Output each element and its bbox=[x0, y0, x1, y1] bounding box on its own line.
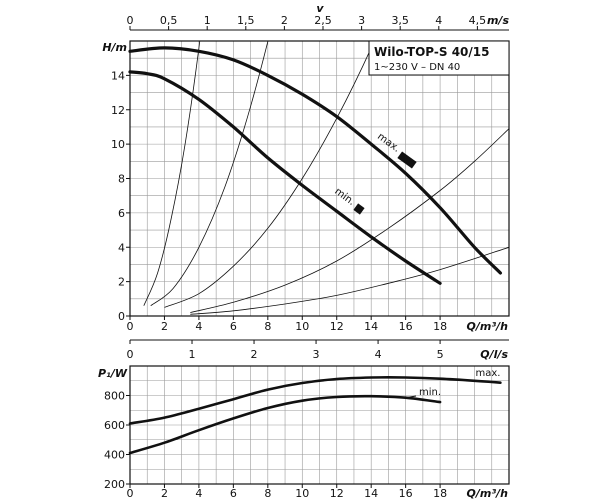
power-x-tick-label: 6 bbox=[229, 487, 237, 500]
power-x-axis-label: Q/m³/h bbox=[466, 487, 508, 500]
power-chart bbox=[98, 340, 509, 500]
flow-ls-tick-label: 5 bbox=[436, 348, 444, 361]
head-x-tick-label: 12 bbox=[329, 320, 344, 333]
power-curve-label-max: max. bbox=[475, 368, 501, 379]
flow-ls-tick-label: 1 bbox=[188, 348, 196, 361]
velocity-tick-label: 3,5 bbox=[391, 14, 409, 27]
head-y-tick-label: 14 bbox=[111, 69, 125, 83]
flow-ls-tick-label: 3 bbox=[312, 348, 320, 361]
head-y-tick-label: 2 bbox=[118, 275, 125, 289]
head-y-tick-label: 6 bbox=[118, 206, 125, 220]
power-x-tick-label: 14 bbox=[364, 487, 379, 500]
power-x-tick-label: 8 bbox=[264, 487, 272, 500]
flow-ls-tick-label: 0 bbox=[126, 348, 134, 361]
head-y-tick-label: 10 bbox=[111, 138, 125, 152]
power-x-tick-label: 2 bbox=[160, 487, 168, 500]
chart-title: Wilo-TOP-S 40/15 bbox=[374, 45, 490, 59]
head-y-axis-label: H/m bbox=[102, 41, 127, 54]
head-x-tick-label: 10 bbox=[295, 320, 310, 333]
velocity-tick-label: 2 bbox=[280, 14, 288, 27]
head-curve-max bbox=[130, 48, 500, 273]
head-x-tick-label: 14 bbox=[364, 320, 379, 333]
power-y-tick-label: 600 bbox=[104, 419, 125, 432]
head-y-tick-label: 12 bbox=[111, 103, 125, 117]
head-y-tick-label: 0 bbox=[118, 310, 125, 323]
velocity-tick-label: 4,5 bbox=[468, 14, 487, 27]
velocity-tick-label: 1 bbox=[203, 14, 211, 27]
power-x-tick-label: 10 bbox=[295, 487, 310, 500]
flow-ls-tick-label: 4 bbox=[374, 348, 382, 361]
power-curve-label-min: min. bbox=[418, 387, 442, 398]
head-curve-label-max: max. bbox=[375, 131, 402, 155]
velocity-axis-label: v bbox=[316, 2, 324, 15]
head-y-tick-label: 8 bbox=[118, 172, 125, 186]
head-x-tick-label: 0 bbox=[126, 320, 134, 333]
power-y-tick-label: 400 bbox=[104, 448, 125, 462]
head-curve-label-min: min. bbox=[332, 186, 357, 208]
head-x-tick-label: 16 bbox=[398, 320, 413, 333]
system-curve bbox=[144, 0, 213, 306]
power-curve-max bbox=[130, 377, 500, 423]
power-y-axis-label: P₁/W bbox=[97, 367, 127, 380]
power-x-tick-label: 4 bbox=[195, 487, 203, 500]
head-x-tick-label: 6 bbox=[229, 320, 237, 333]
power-y-tick-label: 800 bbox=[104, 389, 125, 403]
head-x-tick-label: 4 bbox=[195, 320, 203, 333]
system-curve bbox=[151, 0, 294, 306]
velocity-tick-label: 2,5 bbox=[314, 14, 332, 27]
flow-ls-tick-label: 2 bbox=[250, 348, 258, 361]
flow-ls-axis-unit: Q/l/s bbox=[480, 348, 508, 361]
velocity-tick-label: 4 bbox=[435, 14, 443, 27]
head-y-tick-label: 4 bbox=[118, 241, 125, 255]
head-x-tick-label: 8 bbox=[264, 320, 272, 333]
chart-subtitle: 1~230 V – DN 40 bbox=[374, 62, 461, 73]
head-chart bbox=[102, 0, 509, 333]
velocity-axis-unit: m/s bbox=[486, 14, 509, 27]
power-x-tick-label: 12 bbox=[329, 487, 344, 500]
head-x-tick-label: 18 bbox=[433, 320, 448, 333]
system-curve bbox=[190, 247, 509, 314]
head-max-marker bbox=[397, 151, 416, 168]
velocity-tick-label: 3 bbox=[358, 14, 366, 27]
head-x-tick-label: 2 bbox=[160, 320, 168, 333]
power-x-tick-label: 0 bbox=[126, 487, 134, 500]
velocity-tick-label: 0 bbox=[126, 14, 134, 27]
velocity-tick-label: 0,5 bbox=[159, 14, 178, 27]
power-y-tick-label: 200 bbox=[104, 478, 125, 491]
velocity-tick-label: 1,5 bbox=[237, 14, 255, 27]
power-x-tick-label: 16 bbox=[398, 487, 413, 500]
power-x-tick-label: 18 bbox=[433, 487, 448, 500]
head-x-axis-label: Q/m³/h bbox=[466, 320, 508, 333]
